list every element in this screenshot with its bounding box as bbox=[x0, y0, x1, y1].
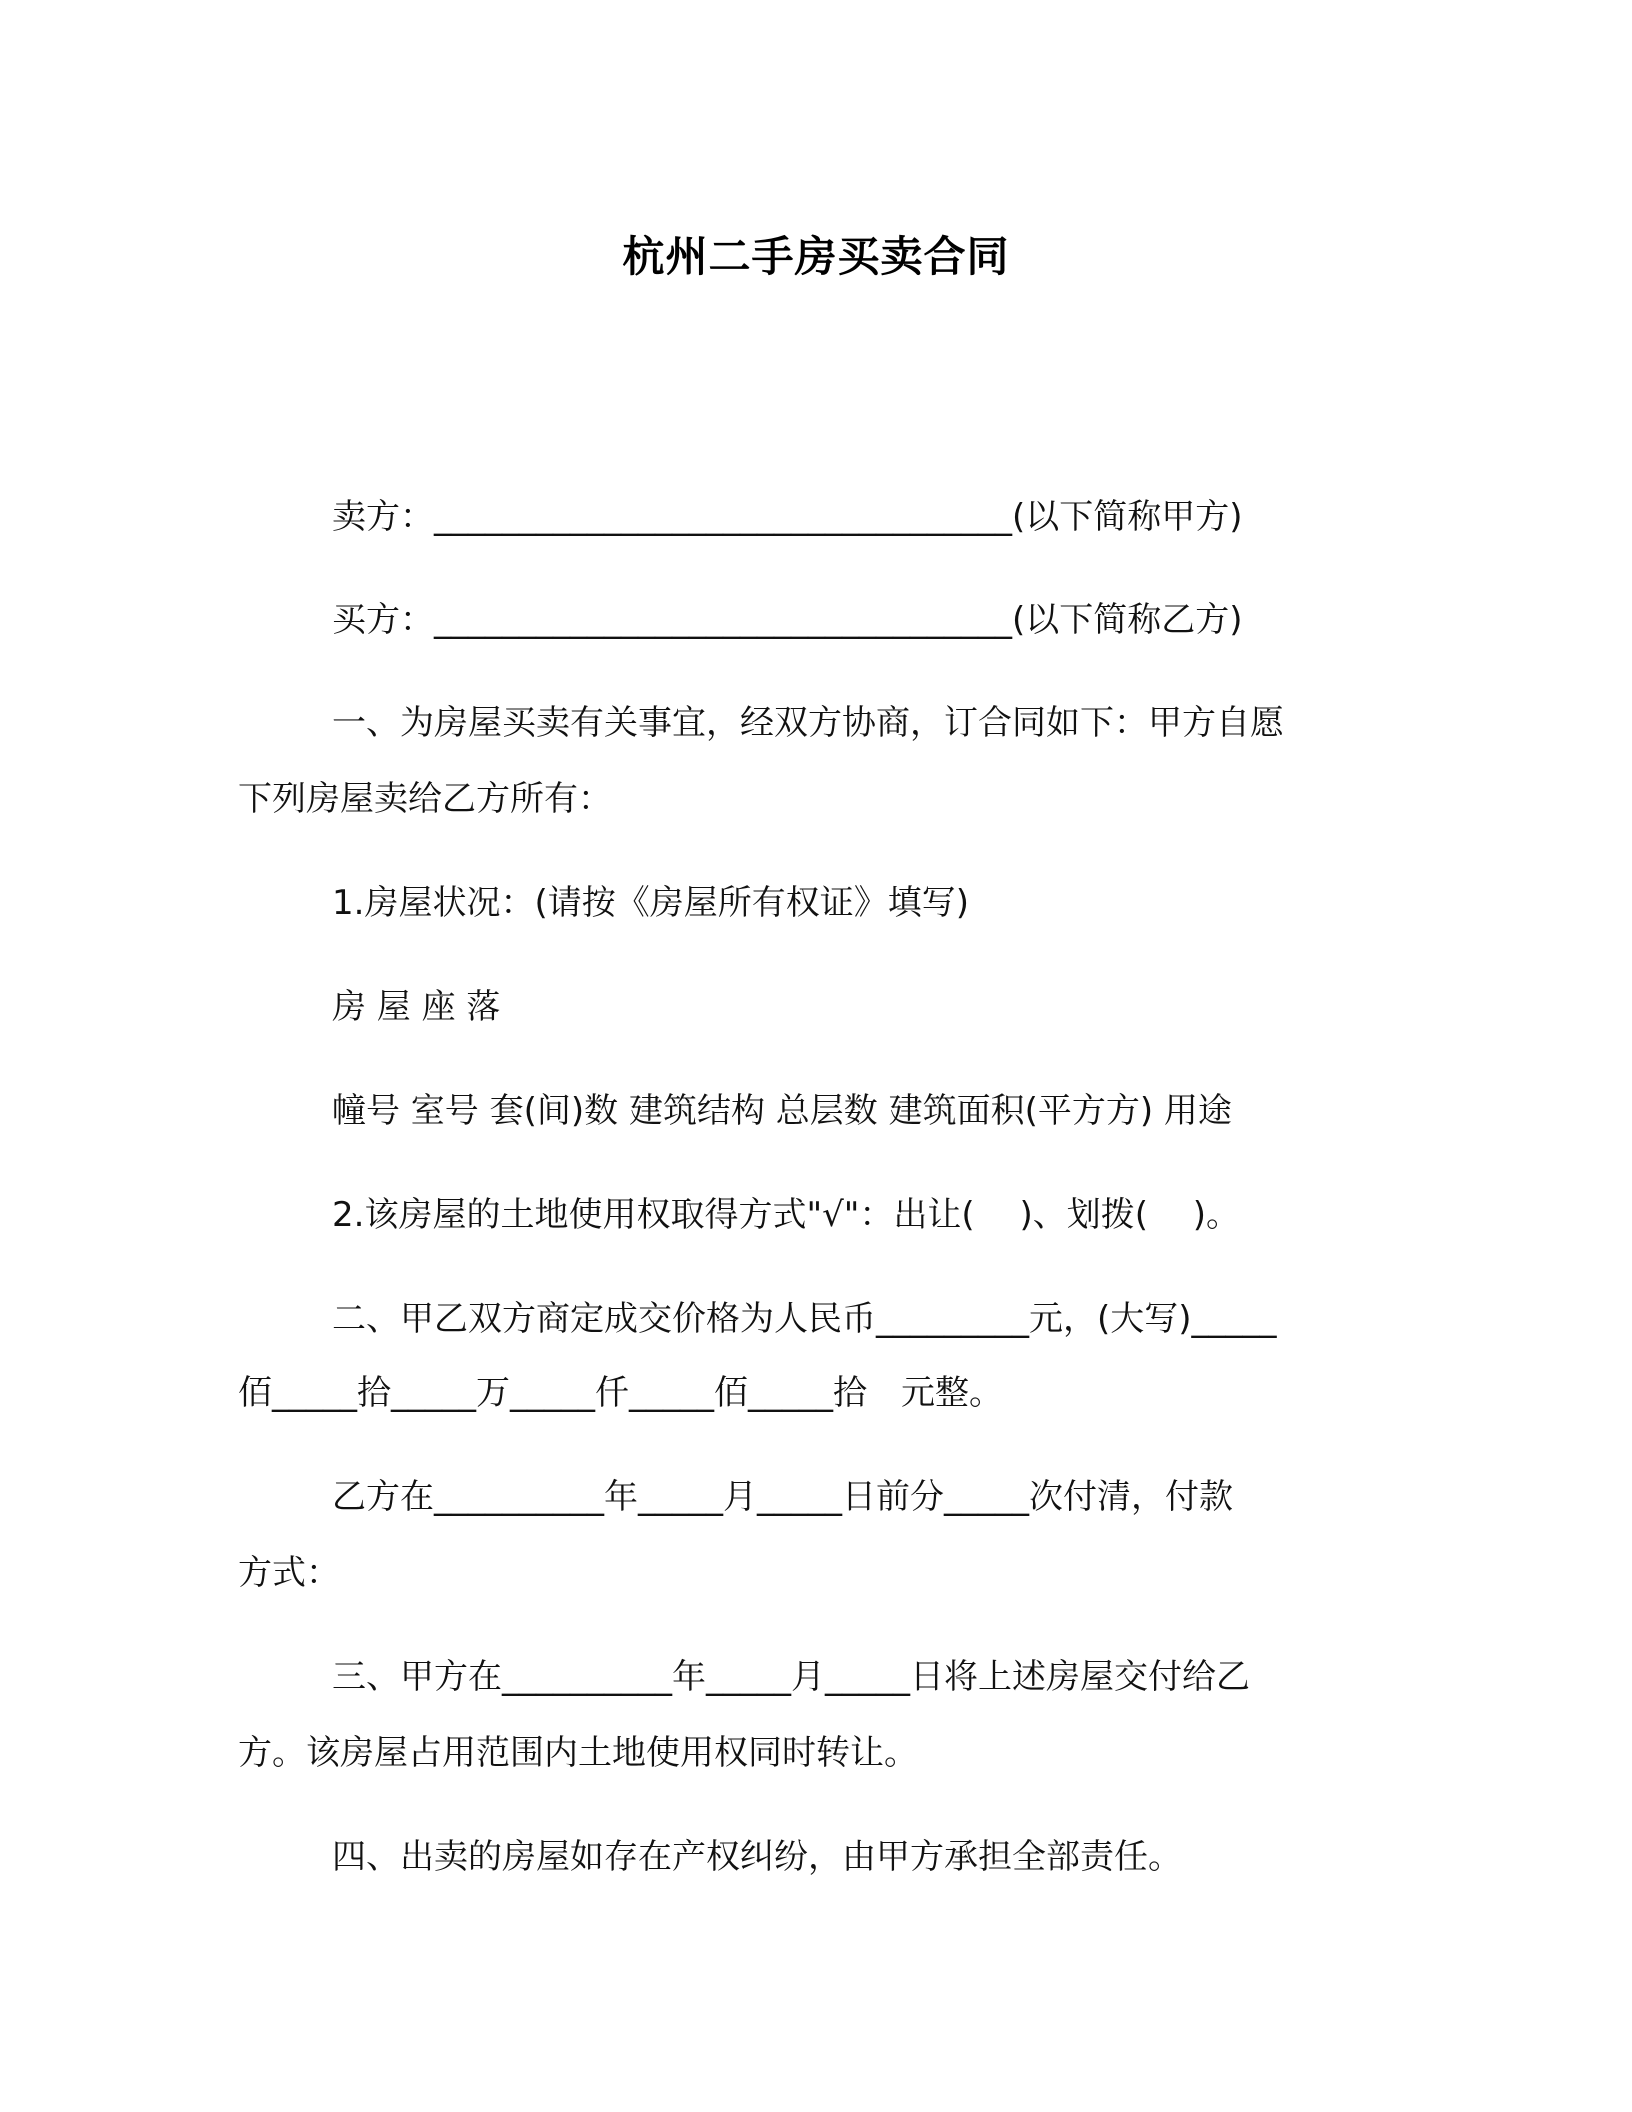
document-title: 杭州二手房买卖合同 bbox=[622, 232, 1010, 281]
clause-3-line-1: 三、甲方在__________年_____月_____日将上述房屋交付给乙 bbox=[332, 1657, 1250, 1697]
clause-1-line-1: 一、为房屋买卖有关事宜，经双方协商，订合同如下：甲方自愿 bbox=[332, 703, 1284, 743]
seller-line: 卖方：__________________________________(以下简称甲方) bbox=[332, 497, 1243, 537]
house-fields-line: 幢号 室号 套(间)数 建筑结构 总层数 建筑面积(平方方) 用途 bbox=[332, 1091, 1232, 1131]
house-status-line: 1.房屋状况：(请按《房屋所有权证》填写) bbox=[332, 883, 969, 923]
clause-4-line: 四、出卖的房屋如存在产权纠纷，由甲方承担全部责任。 bbox=[332, 1837, 1182, 1877]
clause-3-line-2: 方。该房屋占用范围内土地使用权同时转让。 bbox=[238, 1733, 918, 1773]
clause-2-line-1: 二、甲乙双方商定成交价格为人民币_________元，(大写)_____ bbox=[332, 1299, 1277, 1339]
house-location-line: 房 屋 座 落 bbox=[332, 987, 501, 1027]
payment-line-2: 方式： bbox=[238, 1553, 340, 1593]
payment-line-1: 乙方在__________年_____月_____日前分_____次付清，付款 bbox=[332, 1477, 1233, 1517]
land-use-line: 2.该房屋的土地使用权取得方式"√"：出让( )、划拨( )。 bbox=[332, 1195, 1241, 1235]
buyer-line: 买方：__________________________________(以下简称乙方) bbox=[332, 600, 1243, 640]
clause-2-line-2: 佰_____拾_____万_____仟_____佰_____拾 元整。 bbox=[238, 1373, 1003, 1413]
clause-1-line-2: 下列房屋卖给乙方所有： bbox=[238, 779, 612, 819]
